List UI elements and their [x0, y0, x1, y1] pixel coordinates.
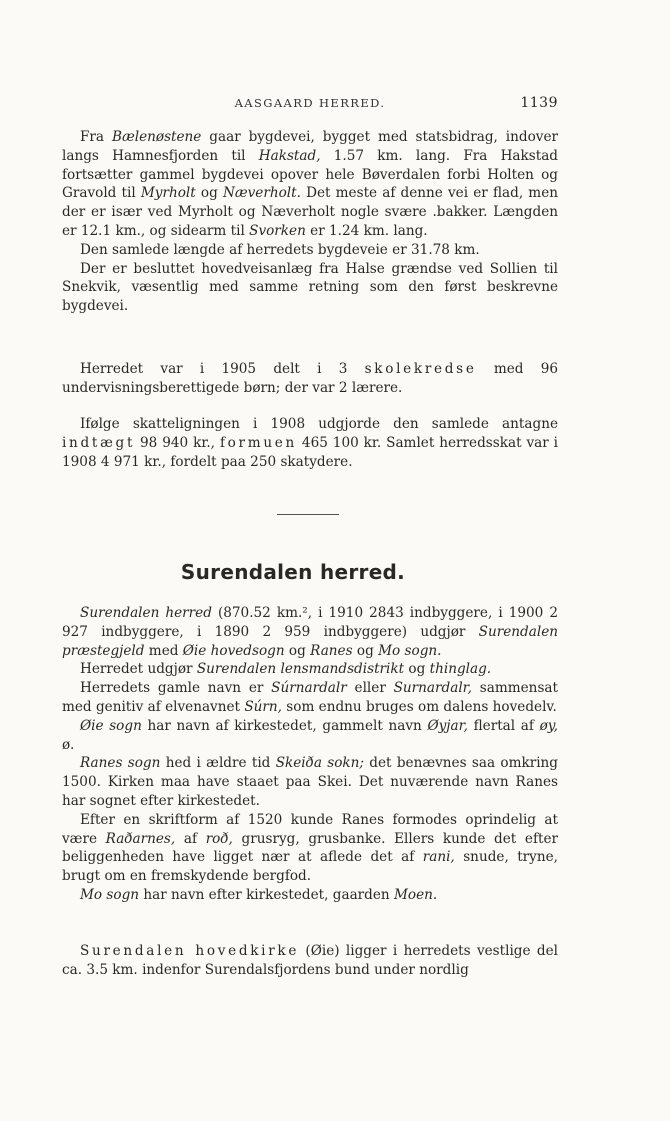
paragraph-schools: Herredet var i 1905 delt i 3 skolekredse med 96 undervisningsberettigede børn; der var 2 lærere. — [62, 361, 559, 396]
paragraph-main-church: Surendalen hovedkirke (Øie) ligger i herredets vestlige del ca. 3.5 km. indenfor Surendalsfjordens bund under nordlig — [62, 943, 558, 978]
paragraph-ranes-etymology: Efter en skriftform af 1520 kunde Ranes formodes oprindelig at være Raðarnes, af roð, grusryg, grusbanke. Ellers kunde det efter beliggenheden have ligget nær at aflede det af rani, snude, tryne, brugt om en fremskydende bergfod. — [62, 811, 559, 885]
paragraph-taxes: Ifølge skatteligningen i 1908 udgjorde den samlede antagne indtægt 98 940 kr., formuen 465 100 kr. Samlet herredsskat var i 1908 4 971 kr., fordelt paa 250 skatydere. — [62, 416, 558, 470]
section-bygdeveie — [62, 128, 558, 316]
page-header — [62, 96, 558, 116]
section-schools — [62, 360, 558, 398]
page-number: 1139 — [520, 95, 558, 111]
paragraph-main-road: Der er besluttet hovedveisanlæg fra Halse grændse ved Sollien til Snekvik, væsentlig med samme retning som den først beskrevne bygdevei. — [62, 260, 558, 315]
section-divider — [277, 514, 339, 515]
section-surendalen — [62, 604, 558, 905]
paragraph-mo-sogn: Mo sogn har navn efter kirkestedet, gaarden Moen. — [80, 886, 438, 903]
paragraph-ranes-sogn: Ranes sogn hed i ældre tid Skeiða sokn; det benævnes saa omkring 1500. Kirken maa have staaet paa Skei. Det nuværende navn Ranes har sognet efter kirkestedet. — [62, 755, 558, 809]
paragraph-oie-sogn: Øie sogn har navn af kirkestedet, gammelt navn Øyjar, flertal af øy, ø. — [62, 717, 558, 753]
section-heading: Surendalen herred. — [180, 560, 406, 584]
running-title: AASGAARD HERRED. — [234, 96, 386, 110]
paragraph-old-name: Herredets gamle navn er Súrnardalr eller Surnardalr, sammensat med genitiv af elvenavnet Súrn, som endnu bruges om dalens hovedelv. — [62, 680, 558, 715]
paragraph-intro: Surendalen herred (870.52 km.², i 1910 2843 indbyggere, i 1900 2 927 indbyggere, i 1890 2 959 indbyggere) udgjør Surendalen præstegjeld med Øie hovedsogn og Ranes og Mo sogn. — [62, 605, 558, 659]
section-taxes — [62, 415, 558, 471]
paragraph-road-length: Den samlede længde af herredets bygdeveie er 31.78 km. — [80, 241, 480, 258]
paragraph-district: Herredet udgjør Surendalen lensmandsdistrikt og thinglag. — [80, 661, 492, 678]
paragraph-roads: Fra Bælenøstene gaar bygdevei, bygget med statsbidrag, indover langs Hamnesfjorden til Hakstad, 1.57 km. lang. Fra Hakstad fortsætter gammel bygdevei opover hele Bøverdalen forbi Holten og Gravold til Myrholt og Næverholt. Det meste af denne vei er flad, men der er især ved Myrholt og Næverholt nogle svære .bakker. Længden er 12.1 km., og sidearm til Svorken er 1.24 km. lang. — [62, 129, 559, 239]
section-church — [62, 942, 558, 980]
